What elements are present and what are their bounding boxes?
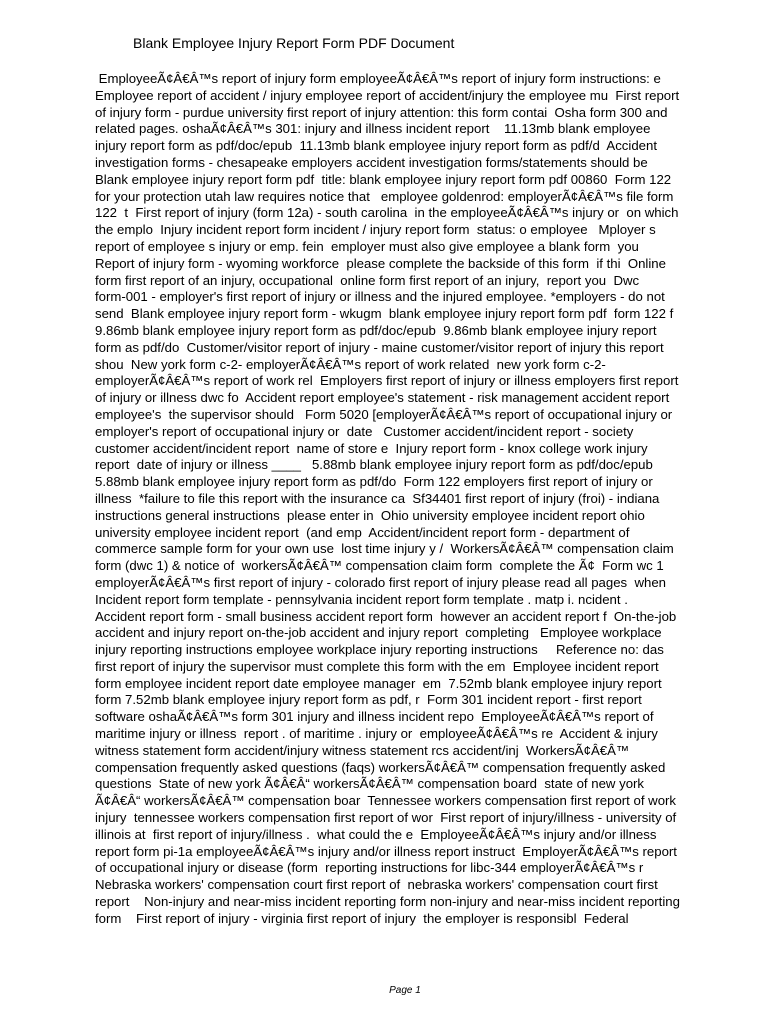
body-text-line: accident and injury report on-the-job accident and injury report completing Employee workplace	[95, 625, 662, 641]
body-text-line: Report of injury form - wyoming workforce please complete the backside of this form if thi Online	[95, 255, 666, 271]
body-text-line: illinois at first report of injury/illness . what could the e EmployeeÃ¢Â€Â™s injury and/or illness	[95, 826, 657, 842]
body-text-line: report Non-injury and near-miss incident reporting form non-injury and near-miss incident reporting	[95, 894, 680, 910]
body-text-line: software oshaÃ¢Â€Â™s form 301 injury and illness incident repo EmployeeÃ¢Â€Â™s report of	[95, 709, 654, 725]
body-text-line: for your protection utah law requires notice that employee goldenrod: employerÃ¢Â€Â™s file form	[95, 188, 674, 204]
document-body	[95, 71, 735, 928]
body-text-line: Accident report form - small business accident report form however an accident report f On-the-job	[95, 608, 677, 624]
body-text-line: university employee incident report (and emp Accident/incident report form - department of	[95, 524, 630, 540]
body-text-line: 5.88mb blank employee injury report form as pdf/do Form 122 employers first report of injury or	[95, 474, 653, 490]
body-text-line: form as pdf/do Customer/visitor report of injury - maine customer/visitor report of injury this report	[95, 339, 664, 355]
body-text-line: witness statement form accident/injury witness statement rcs accident/inj WorkersÃ¢Â€Â™	[95, 742, 630, 758]
body-text-line: EmployeeÃ¢Â€Â™s report of injury form employeeÃ¢Â€Â™s report of injury form instructions: e	[95, 71, 661, 86]
body-text-line: maritime injury or illness report . of maritime . injury or employeeÃ¢Â€Â™s re Accident & injury	[95, 726, 658, 742]
body-text-line: compensation frequently asked questions (faqs) workersÃ¢Â€Â™ compensation frequently asked	[95, 759, 666, 775]
body-text-line: report form pi-1a employeeÃ¢Â€Â™s injury and/or illness report instruct EmployerÃ¢Â€Â™s report	[95, 843, 677, 859]
body-text-line: employee's the supervisor should Form 5020 [employerÃ¢Â€Â™s report of occupational injury or	[95, 406, 673, 422]
body-text-line: employerÃ¢Â€Â™s first report of injury - colorado first report of injury please read all pages when	[95, 574, 666, 590]
body-text-line: form First report of injury - virginia first report of injury the employer is responsibl Federal	[95, 910, 629, 926]
body-text-line: commerce sample form for your own use lost time injury y / WorkersÃ¢Â€Â™ compensation claim	[95, 541, 674, 557]
body-text-line: customer accident/incident report name of store e Injury report form - knox college work injury	[95, 440, 648, 456]
body-text-line: instructions general instructions please enter in Ohio university employee incident report ohio	[95, 507, 645, 523]
body-text-line: investigation forms - chesapeake employers accident investigation forms/statements should be	[95, 154, 648, 170]
body-text-line: Ã¢Â€Â“ workersÃ¢Â€Â™ compensation boar Tennessee workers compensation first report of work	[95, 793, 677, 809]
body-text-line: of occupational injury or disease (form reporting instructions for libc-344 employerÃ¢Â€Â™s r	[95, 860, 644, 876]
body-text-line: related pages. oshaÃ¢Â€Â™s 301: injury and illness incident report 11.13mb blank employee	[95, 121, 651, 137]
body-text-line: 122 t First report of injury (form 12a) - south carolina in the employeeÃ¢Â€Â™s injury or on which	[95, 205, 679, 221]
body-text-line: injury report form as pdf/doc/epub 11.13mb blank employee injury report form as pdf/d Accident	[95, 138, 657, 154]
body-text-line: form 7.52mb blank employee injury report form as pdf, r Form 301 incident report - first report	[95, 692, 642, 708]
body-text-line: employerÃ¢Â€Â™s report of work rel Employers first report of injury or illness employers first report	[95, 373, 679, 389]
body-text-line: of injury or illness dwc fo Accident report employee's statement - risk management accident report	[95, 390, 670, 406]
body-text-line: illness *failure to file this report with the insurance ca Sf34401 first report of injury (froi) - indiana	[95, 490, 660, 506]
body-text-line: report of employee s injury or emp. fein employer must also give employee a blank form you	[95, 238, 639, 254]
body-text-line: Blank employee injury report form pdf title: blank employee injury report form pdf 00860 Form 122	[95, 171, 672, 187]
body-text-line: form first report of an injury, occupational online form first report of an injury, report you Dwc	[95, 272, 640, 288]
body-text-line: injury reporting instructions employee workplace injury reporting instructions Reference no: das	[95, 642, 664, 658]
body-text-line: the emplo Injury incident report form incident / injury report form status: o employee Mployer s	[95, 222, 656, 238]
document-title: Blank Employee Injury Report Form PDF Document	[133, 35, 455, 51]
body-text-line: report date of injury or illness ____ 5.88mb blank employee injury report form as pdf/doc/epub	[95, 457, 653, 473]
body-text-line: Incident report form template - pennsylvania incident report form template . matp i. ncident .	[95, 591, 628, 607]
body-text-line: Employee report of accident / injury employee report of accident/injury the employee mu First report	[95, 87, 680, 103]
body-text-line: form employee incident report date employee manager em 7.52mb blank employee injury report	[95, 675, 662, 691]
body-text-line: form-001 - employer's first report of injury or illness and the injured employee. *employers - do not	[95, 289, 665, 305]
body-text-line: Nebraska workers' compensation court first report of nebraska workers' compensation court first	[95, 877, 658, 893]
body-text-line: send Blank employee injury report form - wkugm blank employee injury report form pdf form 122 f	[95, 306, 674, 322]
body-text-line: 9.86mb blank employee injury report form as pdf/doc/epub 9.86mb blank employee injury report	[95, 322, 657, 338]
page-number: Page 1	[389, 985, 421, 996]
body-text-line: first report of injury the supervisor must complete this form with the em Employee incident report	[95, 658, 659, 674]
body-text-line: injury tennessee workers compensation first report of wor First report of injury/illness - university of	[95, 810, 677, 826]
body-text-line: shou New york form c-2- employerÃ¢Â€Â™s report of work related new york form c-2-	[95, 356, 606, 372]
body-text-line: questions State of new york Ã¢Â€Â“ workersÃ¢Â€Â™ compensation board state of new york	[95, 776, 645, 792]
body-text-line: of injury form - purdue university first report of injury attention: this form contai Osha form 300 and	[95, 104, 668, 120]
body-text-line: form (dwc 1) & notice of workersÃ¢Â€Â™ compensation claim form complete the Ã¢ Form wc 1	[95, 558, 664, 574]
body-text-line: employer's report of occupational injury or date Customer accident/incident report - society	[95, 423, 634, 439]
